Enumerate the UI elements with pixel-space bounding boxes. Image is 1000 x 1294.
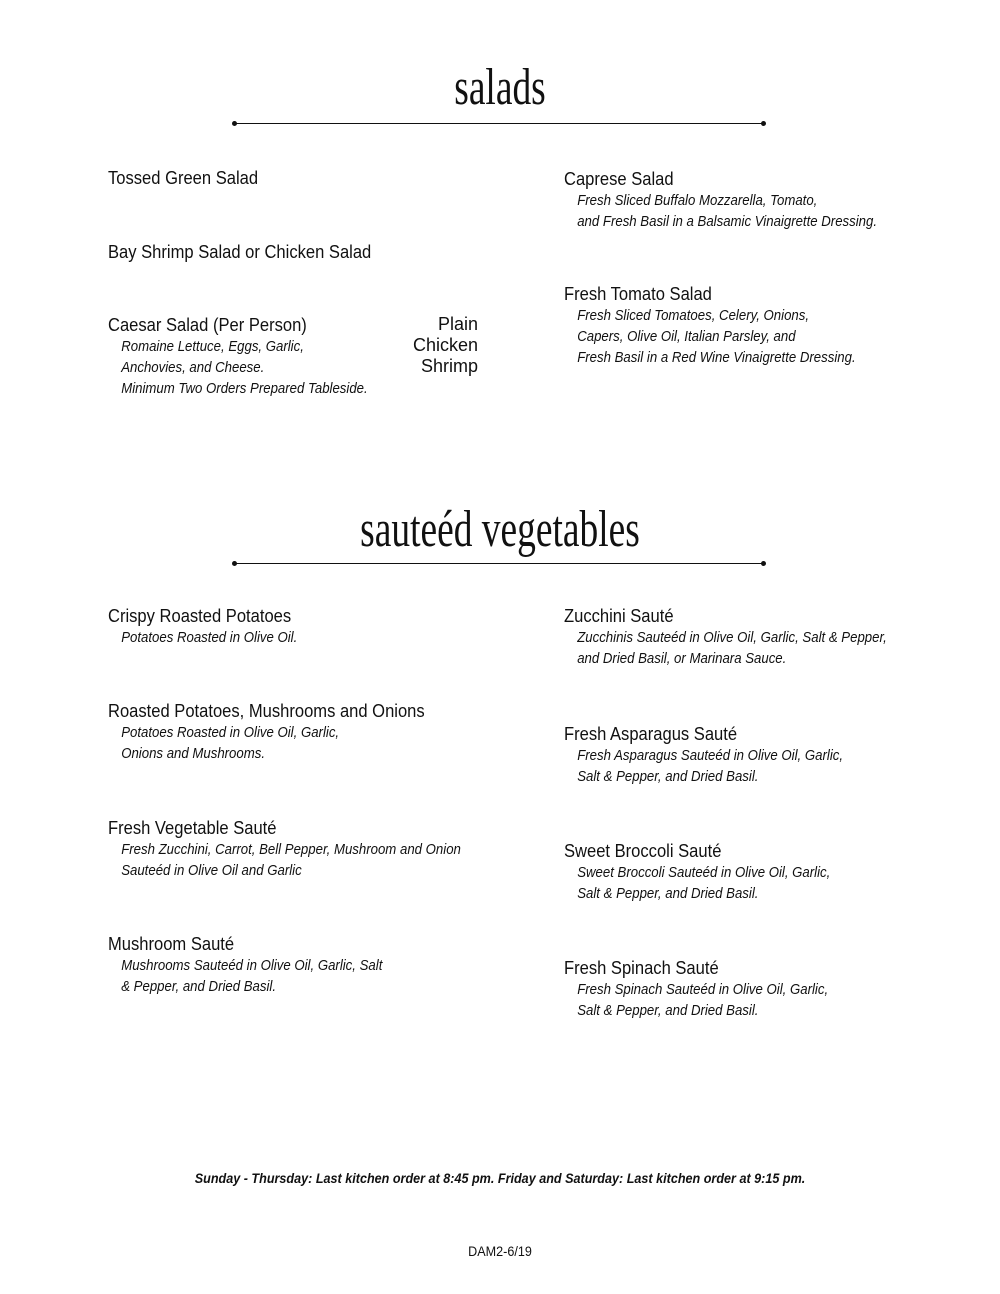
menu-item-bay-shrimp-salad: [108, 241, 394, 263]
description-line: Capers, Olive Oil, Italian Parsley, and: [577, 328, 796, 345]
description-line: Mushrooms Sauteéd in Olive Oil, Garlic, Salt: [121, 957, 383, 974]
item-description: [564, 862, 830, 904]
description-line: Sweet Broccoli Sauteéd in Olive Oil, Garlic,: [577, 864, 831, 881]
item-description: [564, 190, 877, 232]
menu-item-fresh-tomato-salad: [564, 283, 895, 368]
item-description: [564, 745, 843, 787]
option-shrimp: Shrimp: [420, 356, 478, 376]
item-description: [108, 336, 368, 399]
description-line: Fresh Sliced Buffalo Mozzarella, Tomato,: [577, 192, 818, 209]
menu-item-mushroom-saute: [108, 933, 420, 997]
description-line: Salt & Pepper, and Dried Basil.: [577, 1002, 759, 1019]
item-description: [108, 955, 382, 997]
item-name: Fresh Tomato Salad: [564, 284, 712, 304]
document-code: DAM2-6/19: [468, 1243, 532, 1259]
menu-item-tossed-green-salad: [108, 167, 271, 189]
item-description: [108, 627, 297, 648]
item-description: [108, 722, 411, 764]
description-line: Fresh Zucchini, Carrot, Bell Pepper, Mushroom and Onion: [121, 841, 461, 858]
description-line: Fresh Basil in a Red Wine Vinaigrette Dressing.: [577, 349, 856, 366]
item-name: Sweet Broccoli Sauté: [564, 841, 722, 861]
description-line: Fresh Sliced Tomatoes, Celery, Onions,: [577, 307, 810, 324]
menu-item-fresh-spinach-saute: [564, 957, 864, 1021]
item-name: Fresh Spinach Sauté: [564, 958, 719, 978]
salads-divider: [235, 123, 763, 124]
salads-title: salads: [454, 59, 546, 116]
description-line: Minimum Two Orders Prepared Tableside.: [121, 380, 368, 397]
menu-item-fresh-vegetable-saute: [108, 817, 509, 881]
menu-item-zucchini-saute: [564, 605, 931, 669]
item-description: [564, 627, 887, 669]
description-line: Romaine Lettuce, Eggs, Garlic,: [121, 338, 304, 355]
item-name: Zucchini Sauté: [564, 606, 674, 626]
item-name: Bay Shrimp Salad or Chicken Salad: [108, 242, 372, 262]
item-name: Fresh Vegetable Sauté: [108, 818, 277, 838]
description-line: and Dried Basil, or Marinara Sauce.: [577, 650, 787, 667]
vegetables-divider: [235, 563, 763, 564]
menu-item-fresh-asparagus-saute: [564, 723, 881, 787]
description-line: Potatoes Roasted in Olive Oil, Garlic,: [121, 724, 340, 741]
description-line: Salt & Pepper, and Dried Basil.: [577, 768, 759, 785]
description-line: Fresh Spinach Sauteéd in Olive Oil, Garlic,: [577, 981, 829, 998]
option-plain: Plain: [437, 314, 478, 334]
description-line: Salt & Pepper, and Dried Basil.: [577, 885, 759, 902]
description-line: Potatoes Roasted in Olive Oil.: [121, 629, 298, 646]
item-name: Crispy Roasted Potatoes: [108, 606, 292, 626]
menu-item-caprese-salad: [564, 168, 920, 232]
option-chicken: Chicken: [412, 335, 478, 355]
description-line: Fresh Asparagus Sauteéd in Olive Oil, Garlic,: [577, 747, 844, 764]
item-name: Mushroom Sauté: [108, 934, 235, 954]
item-description: [564, 305, 856, 368]
item-name: Caprese Salad: [564, 169, 674, 189]
item-name: Roasted Potatoes, Mushrooms and Onions: [108, 701, 425, 721]
description-line: and Fresh Basil in a Balsamic Vinaigrette Dressing.: [577, 213, 878, 230]
item-description: [108, 839, 461, 881]
description-line: & Pepper, and Dried Basil.: [121, 978, 277, 995]
description-line: Sauteéd in Olive Oil and Garlic: [121, 862, 302, 879]
menu-item-crispy-roasted-potatoes: [108, 605, 323, 648]
item-name: Caesar Salad (Per Person): [108, 315, 307, 335]
caesar-options: [380, 314, 478, 377]
kitchen-hours-note: Sunday - Thursday: Last kitchen order at 8:45 pm. Friday and Saturday: Last kitchen order at 9:15 pm.: [194, 1170, 806, 1186]
vegetables-title: sauteéd vegetables: [360, 501, 640, 558]
menu-item-roasted-potatoes-mushrooms-onions: [108, 700, 452, 764]
item-name: Fresh Asparagus Sauté: [564, 724, 738, 744]
description-line: Anchovies, and Cheese.: [121, 359, 265, 376]
item-name: Tossed Green Salad: [108, 168, 259, 188]
menu-item-caesar-salad: [108, 314, 403, 399]
description-line: Onions and Mushrooms.: [121, 745, 266, 762]
menu-item-sweet-broccoli-saute: [564, 840, 867, 904]
description-line: Zucchinis Sauteéd in Olive Oil, Garlic, Salt & Pepper,: [577, 629, 887, 646]
item-description: [564, 979, 828, 1021]
